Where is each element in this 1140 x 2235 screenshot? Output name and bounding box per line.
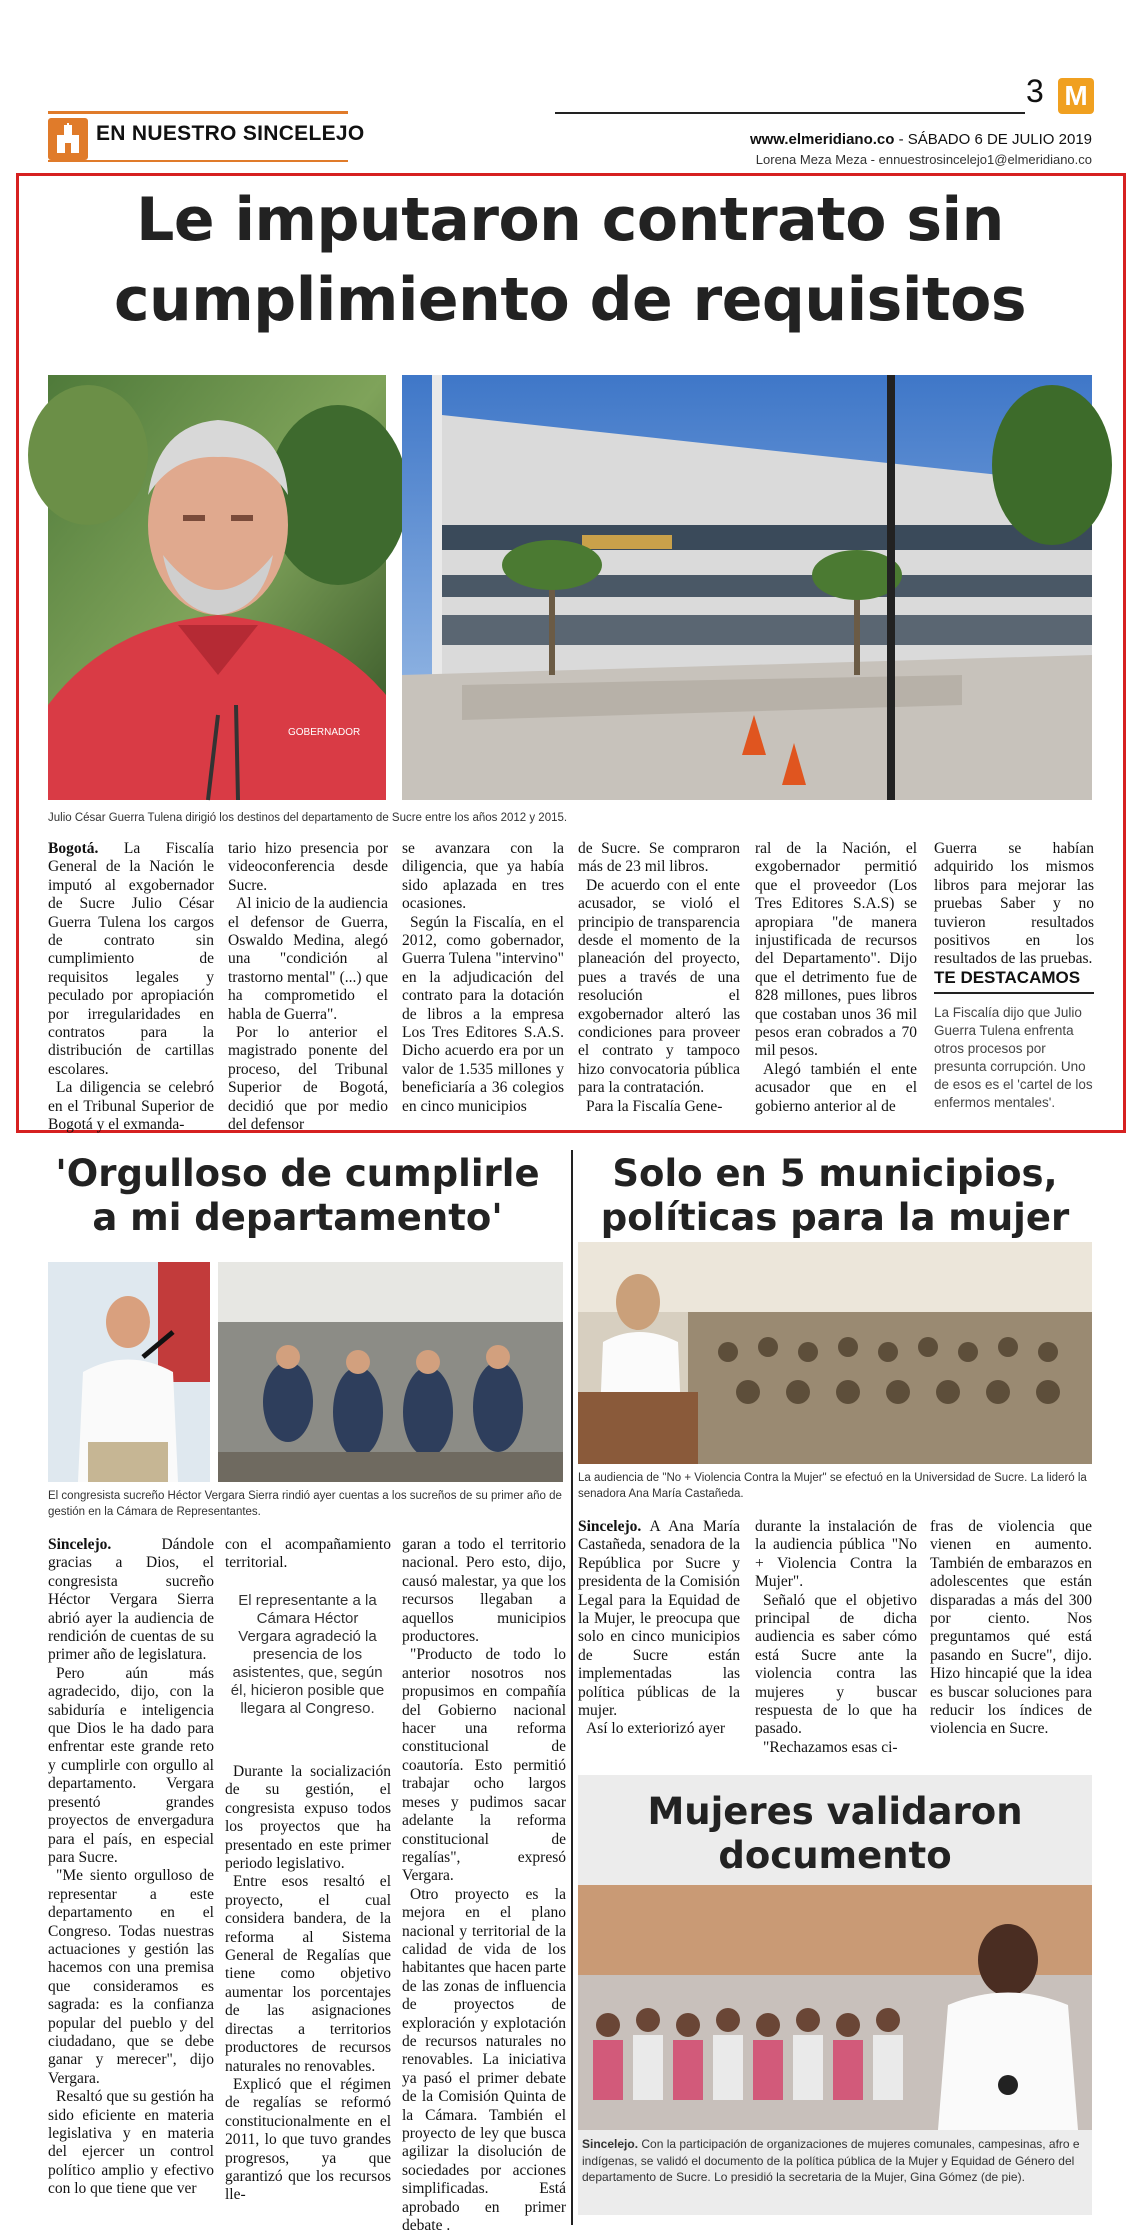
right-col1-text2: Así lo exteriorizó ayer [586, 1720, 726, 1738]
box-photo-caption [582, 2136, 1090, 2186]
main-col-1 [48, 840, 214, 1134]
main-dateline: Bogotá. [48, 840, 99, 857]
box-headline-line1: Mujeres validaron [647, 1790, 1023, 1833]
main-col-4 [578, 840, 740, 1125]
main-col5-text: ral de la Nación, el exgobernador permitió que el proveedor (Los Tres Editores S.A.S) se apropiara "de manera injustificada de recursos del Departamento". Dijo que el detrimento fue de 828 millones, pues libros que costaban unos 36 mil pesos eran cobrados a 70 mil pesos. [755, 840, 917, 1060]
svg-text:GOBERNADOR: GOBERNADOR [288, 727, 361, 738]
section-logo [48, 118, 88, 160]
building-photo [402, 375, 1092, 800]
portrait-photo [48, 375, 386, 800]
main-col1-text: La Fiscalía General de la Nación le imputó al exgobernador de Sucre Julio César Guerra Tulena los cargos de contrato sin cumplimiento de requisitos legales y peculado por apropiación por irregularidades en contratos para la distribución de cartillas escolares. [48, 840, 214, 1078]
right-col-2 [755, 1518, 917, 1768]
main-col-2 [228, 840, 388, 1134]
left-col1-text: Dándole gracias a Dios, el congresista sucreño Héctor Vergara Sierra abrió ayer la audiencia de rendición de cuentas de su primer año de legislatura. [48, 1536, 214, 1664]
left-col2-text4: Explicó que el régimen de regalías se reformó constitucionalmente en el 2011, lo que tuvo grandes progresos, ya que garantizó que los recursos lle- [225, 2075, 391, 2204]
main-headline-line2: cumplimiento de requisitos [113, 265, 1027, 335]
main-col-3 [402, 840, 564, 1125]
women-meeting-photo [578, 1885, 1092, 2130]
left-col2-text: con el acompañamiento territorial. [225, 1536, 391, 1572]
left-col1-text4: Resaltó que su gestión ha sido eficiente en materia legislativa y en materia del ejercer un control político amplio y efectivo con lo que tiene que ver [48, 2088, 214, 2198]
church-icon [54, 123, 82, 155]
box-caption-lead: Sincelejo. [582, 2137, 639, 2151]
main-col3-text2: Según la Fiscalía, en el 2012, como gobernador, Guerra Tulena "intervino" en la adjudicación del contrato para la dotación de libros a la empresa Los Tres Editores S.A.S. Dicho acuerdo era por un valor de 1.535 millones y beneficiaría a 36 colegios en cinco municipios [402, 913, 564, 1115]
right-col-3 [930, 1518, 1092, 1768]
left-col-2-bottom [225, 1763, 391, 2218]
box-headline [578, 1790, 1092, 1878]
left-photo-caption: El congresista sucreño Héctor Vergara Sierra rindió ayer cuentas a los sucreños de su primer año de gestión en la Cámara de Representantes. [48, 1490, 562, 1518]
right-dateline: Sincelejo. [578, 1518, 642, 1535]
main-col2-text: tario hizo presencia por videoconferencia desde Sucre. [228, 840, 388, 894]
right-col2-text: durante la instalación de la audiencia pública "No + Violencia Contra la Mujer". [755, 1518, 917, 1591]
right-headline-line2: políticas para la mujer [600, 1196, 1070, 1239]
audience-photo-right [578, 1242, 1092, 1464]
left-col3-text: garan a todo el territorio nacional. Pero esto, dijo, causó malestar, ya que los recursos llegaban a aquellos municipios productores. [402, 1536, 566, 1646]
page-number: 3 [1026, 73, 1044, 109]
left-col3-text2: "Producto de todo lo anterior nosotros nos propusimos en compañía del Gobierno nacional hacer una reforma constitucional de coautoría. Esto permitió trabajar ocho largos meses y pudimos sacar adelante la reforma constitucional de regalías", expresó Vergara. [402, 1646, 566, 1885]
main-photo-caption: Julio César Guerra Tulena dirigió los destinos del departamento de Sucre entre los años 2012 y 2015. [48, 812, 568, 824]
section-title: EN NUESTRO SINCELEJO [96, 122, 365, 145]
left-headline-line1: 'Orgulloso de cumplirle [55, 1152, 540, 1195]
main-col-6 [934, 840, 1094, 968]
pull-quote: El representante a la Cámara Héctor Vergara agradeció la presencia de los asistentes, que, según él, hicieron posible que llegara al Congreso. [230, 1592, 385, 1717]
right-col2-text2: Señaló que el objetivo principal de dicha audiencia es saber cómo está Sucre ante la violencia contra las mujeres y buscar respuesta de lo que ha pasado. [755, 1591, 917, 1738]
main-col2-text3: Por lo anterior el magistrado ponente del proceso, del Tribunal Superior de Bogotá, decidió que por medio del defensor [228, 1024, 388, 1134]
right-headline-line1: Solo en 5 municipios, [612, 1152, 1058, 1195]
highlight-title: TE DESTACAMOS [934, 968, 1081, 987]
section-underline [48, 160, 348, 162]
speaker-photo [48, 1262, 210, 1482]
right-col3-text: fras de violencia que vienen en aumento. También de embarazos en adolescentes que están disparadas a más del 300 por ciento. Nos preguntamos qué está pasando en Sucre", dijo. Hizo hincapié que la idea es buscar soluciones para reducir los índices de violencia en Sucre. [930, 1518, 1092, 1738]
highlight-text: La Fiscalía dijo que Julio Guerra Tulena enfrenta otros procesos por presunta corrupción. Uno de esos es el 'cartel de los enfermos mentales'. [934, 1005, 1093, 1110]
left-col-2-top [225, 1536, 391, 1586]
left-col2-text2: Durante la socialización de su gestión, el congresista expuso todos los proyectos que ha presentado en este primer periodo legislativo. [225, 1763, 391, 1873]
main-headline-line1: Le imputaron contrato sin [136, 185, 1004, 255]
right-col1-text: A Ana María Castañeda, senadora de la República por Sucre y presidenta de la Comisión Legal para la Equidad de la Mujer, le preocupa que solo en cinco municipios de Sucre están implementadas las política públicas de la mujer. [578, 1518, 740, 1720]
left-dateline: Sincelejo. [48, 1536, 112, 1553]
right-col-1 [578, 1518, 740, 1768]
left-headline [30, 1152, 565, 1240]
main-col4-text: de Sucre. Se compraron más de 23 mil libros. [578, 840, 740, 876]
left-col1-text2: Pero aún más agradecido, dijo, con la sabiduría e inteligencia que Dios le ha dado para enfrentar este grande reto y cumplirle con orgullo al departamento. Vergara presentó grandes proyectos de envergadura para el país, en especial para Sucre. [48, 1664, 214, 1866]
box-caption-text: Con la participación de organizaciones de mujeres comunales, campesinas, afro e indígenas, se validó el documento de la política pública de la Mujer y Equidad de Género del departamento de Sucre. Lo presidió la secretaria de la Mujer, Gina Gómez (de pie). [582, 2137, 1080, 2184]
main-col5-text2: Alegó también el ente acusador que en el gobierno anterior al de [755, 1060, 917, 1115]
left-headline-line2: a mi departamento' [92, 1196, 503, 1239]
main-col3-text: se avanzara con la diligencia, que ya había sido aplazada en tres ocasiones. [402, 840, 564, 913]
left-col1-text3: "Me siento orgulloso de representar a este departamento en el Congreso. Todas nuestras actuaciones y gestión las hacemos con una premisa que consideramos es sagrada: es la confianza popular del pueblo y del ciudadano, que se debe ganar y merecer", dijo Vergara. [48, 1867, 214, 2087]
header-rule [555, 112, 1025, 114]
main-headline [20, 180, 1120, 340]
right-headline [578, 1152, 1092, 1240]
newspaper-logo: M [1058, 78, 1094, 114]
right-col2-text3: "Rechazamos esas ci- [763, 1738, 898, 1756]
main-col4-text2: De acuerdo con el ente acusador, se violó el principio de transparencia desde el momento de la planeación del proyecto, pues a través de una resolución el exgobernador alteró las condiciones para proveer el contrato y tampoco hizo convocatoria pública para la contratación. [578, 876, 740, 1097]
left-col3-text3: Otro proyecto es la mejora en el plano nacional y territorial de la calidad de vida de los habitantes que hacen parte de las zonas de influencia de proyectos de exploración y explotación de recursos naturales no renovables. La iniciativa ya pasó el primer debate de la Comisión Quinta de la Cámara. También el proyecto de ley que busca agilizar la disolución de sociedades por acciones simplificadas. Está aprobado en primer debate . [402, 1885, 566, 2235]
audience-photo-left [218, 1262, 563, 1482]
section-accent-line [48, 111, 348, 114]
left-col-1 [48, 1536, 214, 2216]
column-divider [571, 1150, 573, 2225]
dateline [750, 131, 1092, 148]
main-col1-text2: La diligencia se celebró en el Tribunal Superior de Bogotá y el exmanda- [48, 1079, 214, 1134]
box-headline-line2: documento [718, 1834, 952, 1877]
main-col2-text2: Al inicio de la audiencia el defensor de Guerra, Oswaldo Medina, alegó una "condición al trastorno mental" (...) que ha comprometido el habla de Guerra". [228, 895, 388, 1023]
main-col-5 [755, 840, 917, 1125]
left-col-3 [402, 1536, 566, 2235]
issue-date: - SÁBADO 6 DE JULIO 2019 [894, 131, 1092, 148]
right-photo-caption: La audiencia de "No + Violencia Contra la Mujer" se efectuó en la Universidad de Sucre. La lideró la senadora Ana María Castañeda. [578, 1472, 1087, 1500]
author-line: Lorena Meza Meza - ennuestrosincelejo1@elmeridiano.co [755, 152, 1092, 167]
website-link[interactable]: www.elmeridiano.co [749, 131, 895, 148]
main-col6-text: Guerra se habían adquirido los mismos libros para mejorar las pruebas Saber y no tuvieron resultados positivos en los resultados de las pruebas. [934, 840, 1094, 968]
left-col2-text3: Entre esos resaltó el proyecto, el cual considera bandera, de la reforma al Sistema General de Regalías que tiene como objetivo aumentar los porcentajes de las asignaciones directas a territorios productores de recursos naturales no renovables. [225, 1873, 391, 2075]
highlight-rule [934, 992, 1094, 994]
main-col4-text3: Para la Fiscalía Gene- [586, 1097, 723, 1115]
